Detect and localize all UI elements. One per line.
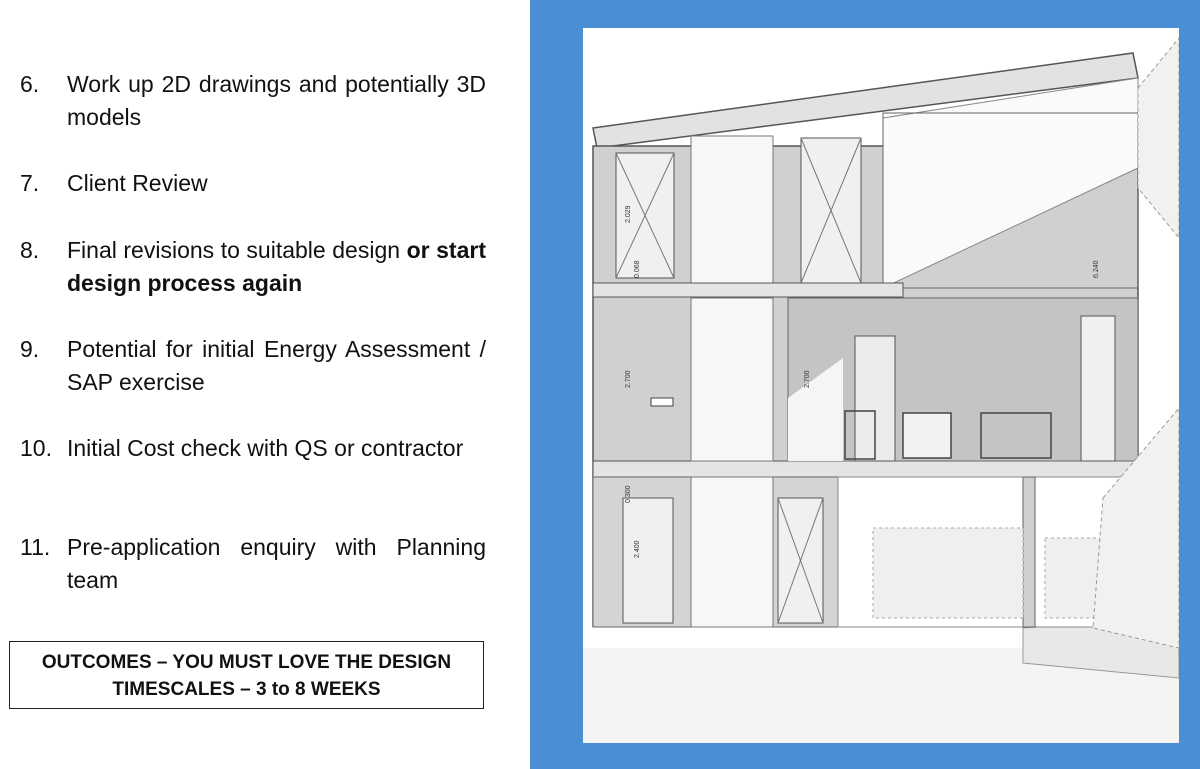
dim-label: 6.240	[1093, 260, 1100, 278]
tree-foliage-top	[1138, 38, 1179, 238]
dim-label: 2.400	[634, 540, 641, 558]
stair-void	[691, 136, 773, 291]
process-steps-panel	[0, 0, 530, 769]
step-9	[20, 333, 486, 399]
dim-label: 2.700	[804, 370, 811, 388]
step-number: 8.	[20, 237, 40, 263]
step-7	[20, 167, 486, 200]
stair-void-2	[691, 298, 773, 461]
step-11	[20, 531, 486, 597]
step-text-bold: or start design process again	[67, 237, 486, 296]
step-number: 7.	[20, 170, 40, 196]
middle-window-right	[1081, 316, 1115, 461]
ground-floor-slab	[593, 461, 1138, 477]
hedge	[873, 528, 1023, 618]
step-number: 9.	[20, 336, 40, 362]
armchair	[903, 413, 951, 458]
step-text	[67, 234, 486, 300]
step-number: 10.	[20, 435, 52, 461]
timescales-line: TIMESCALES – 3 to 8 WEEKS	[112, 679, 381, 700]
step-text: Potential for initial Energy Assessment / SAP exercise	[67, 336, 486, 395]
dim-label: 0.300	[625, 485, 632, 503]
outcomes-line: OUTCOMES – YOU MUST LOVE THE DESIGN	[41, 652, 452, 673]
step-text: Client Review	[67, 170, 208, 196]
dim-label: 0.068	[634, 260, 641, 278]
step-number: 11.	[20, 534, 51, 560]
step-text: Initial Cost check with QS or contractor	[67, 435, 464, 461]
sink	[651, 398, 673, 406]
step-6	[20, 68, 486, 134]
step-8	[20, 234, 486, 300]
dim-label: 2.700	[625, 370, 632, 388]
step-text-regular: Final revisions to suitable design	[67, 237, 407, 263]
step-text: Pre-application enquiry with Planning team	[67, 534, 486, 593]
stair-void-3	[691, 477, 773, 627]
outcomes-box	[9, 641, 484, 709]
dim-label: 2.029	[625, 205, 632, 223]
step-number: 6.	[20, 71, 40, 97]
house-section-illustration	[583, 28, 1179, 743]
step-text: Work up 2D drawings and potentially 3D models	[67, 71, 486, 130]
section-drawing	[583, 28, 1179, 743]
first-floor-slab	[593, 283, 903, 297]
lower-door-left	[623, 498, 673, 623]
support-column	[1023, 477, 1035, 627]
step-10	[20, 432, 486, 465]
